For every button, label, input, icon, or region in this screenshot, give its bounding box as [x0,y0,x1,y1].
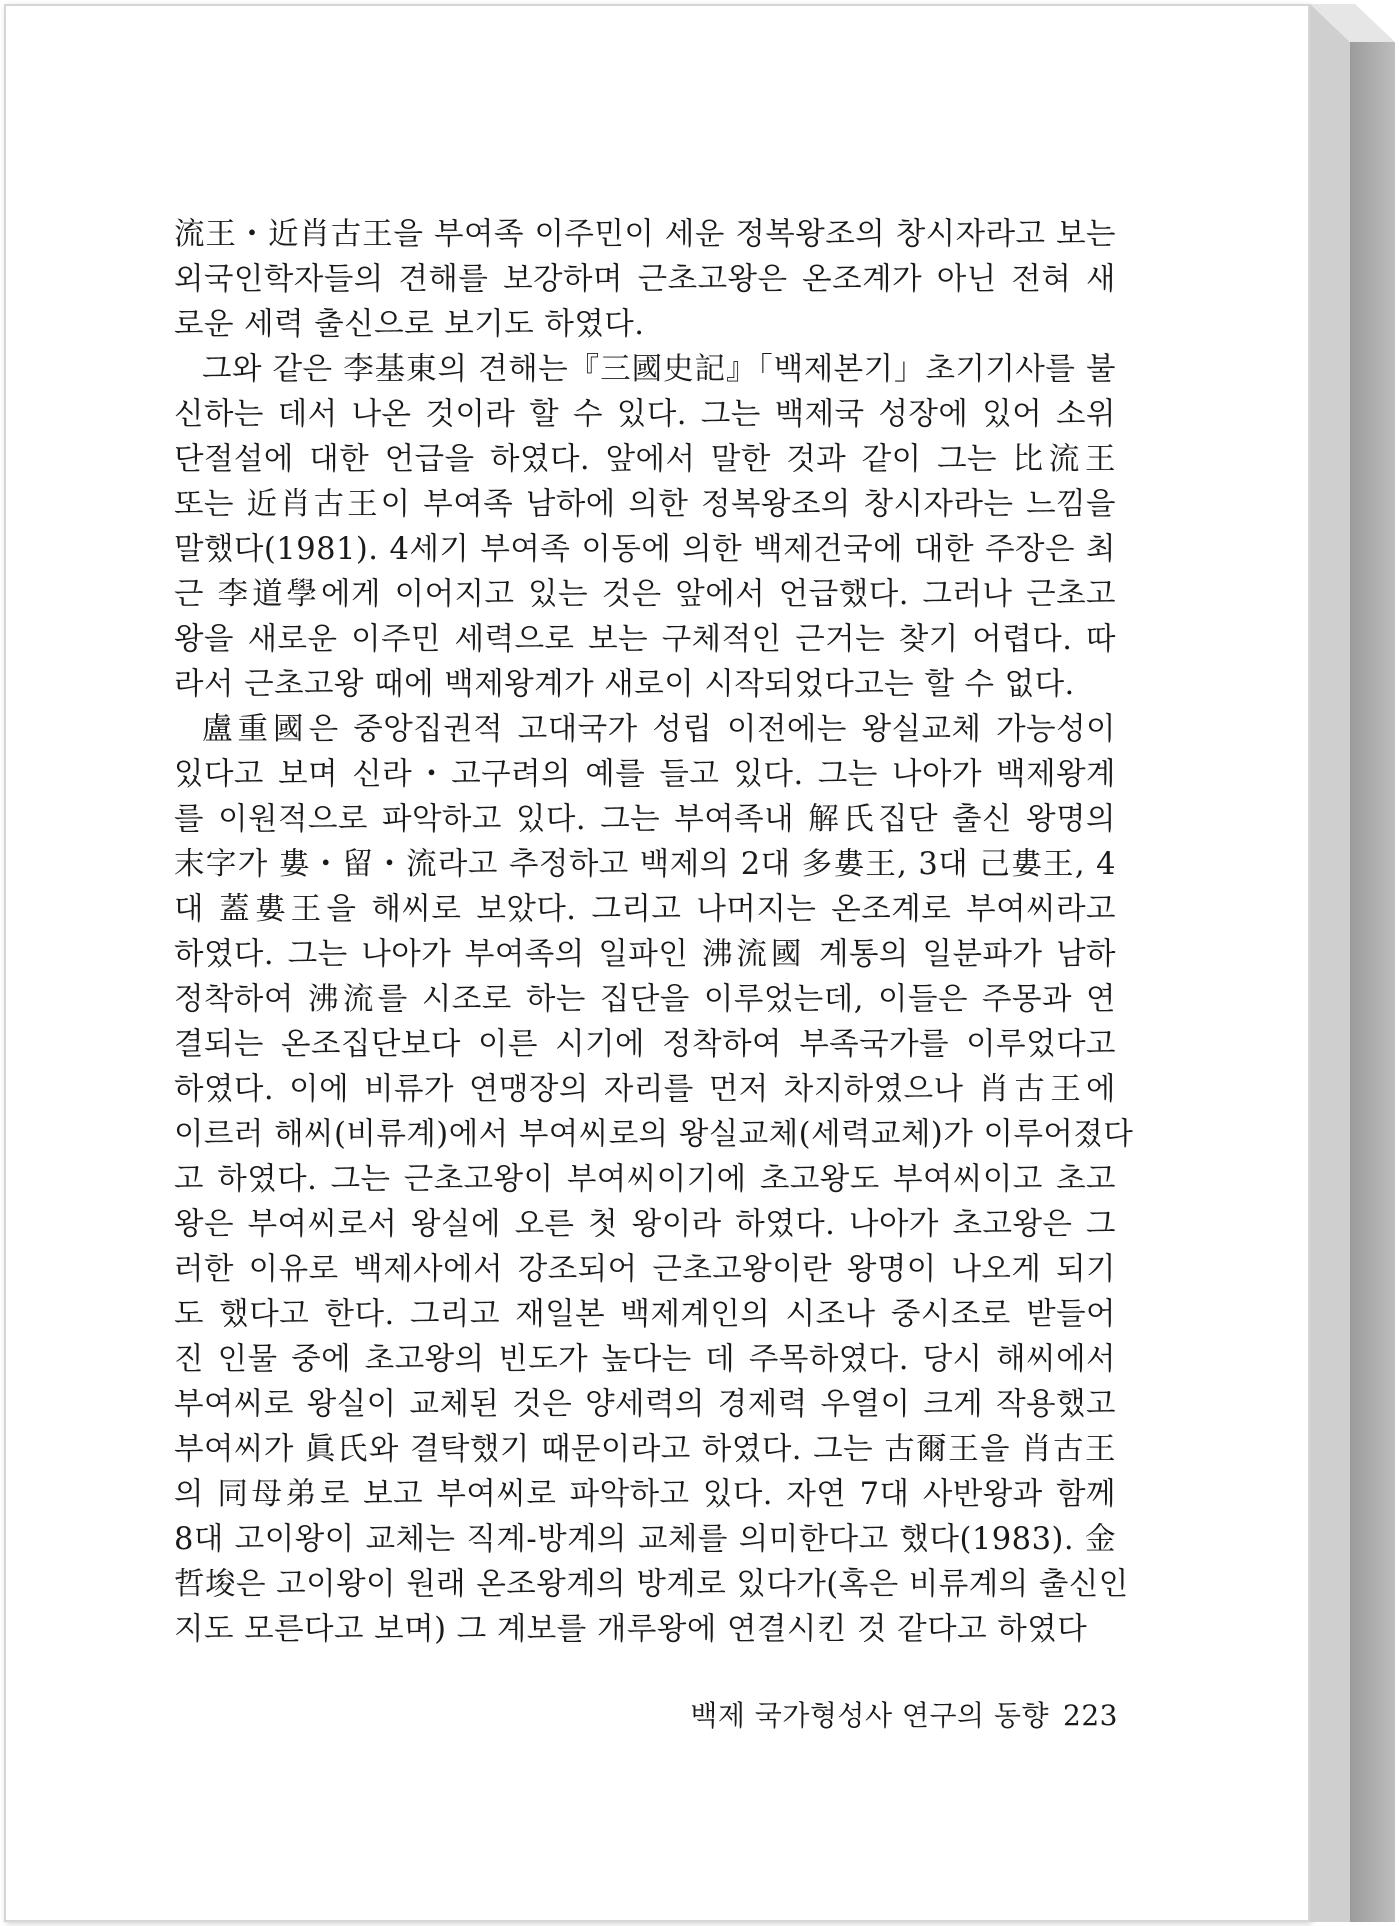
text-line: 그와 같은 李基東의 견해는『三國史記』「백제본기」초기기사를 불 [202,352,1116,387]
text-line: 단절설에 대한 언급을 하였다. 앞에서 말한 것과 같이 그는 比流王 [174,442,1116,477]
text-line: 로운 세력 출신으로 보기도 하였다. [174,307,645,342]
text-line: 라서 근초고왕 때에 백제왕계가 새로이 시작되었다고는 할 수 없다. [174,667,1075,702]
text-line: 정착하여 沸流를 시조로 하는 집단을 이루었는데, 이들은 주몽과 연 [174,982,1116,1017]
body-text [174,212,1134,1652]
page-edge-shadow [1310,4,1395,1922]
paragraph [174,212,1116,347]
text-line: 러한 이유로 백제사에서 강조되어 근초고왕이란 왕명이 나오게 되기 [174,1252,1116,1287]
text-line: 이르러 해씨(비류계)에서 부여씨로의 왕실교체(세력교체)가 이루어졌다 [174,1117,1134,1152]
text-line: 를 이원적으로 파악하고 있다. 그는 부여족내 解氏집단 출신 왕명의 [174,802,1116,837]
text-line: 있다고 보며 신라・고구려의 예를 들고 있다. 그는 나아가 백제왕계 [174,757,1116,792]
page-number: 223 [1063,1699,1118,1732]
paragraph [174,707,1134,1652]
text-line: 신하는 데서 나온 것이라 할 수 있다. 그는 백제국 성장에 있어 소위 [174,397,1116,432]
text-line: 8대 고이왕이 교체는 직계-방계의 교체를 의미한다고 했다(1983). 金 [174,1522,1116,1557]
text-line: 근 李道學에게 이어지고 있는 것은 앞에서 언급했다. 그러나 근초고 [174,577,1116,612]
text-line: 왕을 새로운 이주민 세력으로 보는 구체적인 근거는 찾기 어렵다. 따 [174,622,1116,657]
text-line: 도 했다고 한다. 그리고 재일본 백제계인의 시조나 중시조로 받들어 [174,1297,1116,1332]
text-line: 부여씨로 왕실이 교체된 것은 양세력의 경제력 우열이 크게 작용했고 [174,1387,1116,1422]
text-line: 고 하였다. 그는 근초고왕이 부여씨이기에 초고왕도 부여씨이고 초고 [174,1162,1116,1197]
text-line: 哲埈은 고이왕이 원래 온조왕계의 방계로 있다가(혹은 비류계의 출신인 [174,1567,1129,1602]
text-line: 盧重國은 중앙집권적 고대국가 성립 이전에는 왕실교체 가능성이 [202,712,1116,747]
text-line: 대 蓋婁王을 해씨로 보았다. 그리고 나머지는 온조계로 부여씨라고 [174,892,1116,927]
text-line: 流王・近肖古王을 부여족 이주민이 세운 정복왕조의 창시자라고 보는 [174,217,1116,252]
text-line: 지도 모른다고 보며) 그 계보를 개루왕에 연결시킨 것 같다고 하였다 [174,1612,1088,1647]
text-line: 末字가 婁・留・流라고 추정하고 백제의 2대 多婁王, 3대 己婁王, 4 [174,847,1116,882]
text-line: 의 同母弟로 보고 부여씨로 파악하고 있다. 자연 7대 사반왕과 함께 [174,1477,1116,1512]
text-line: 결되는 온조집단보다 이른 시기에 정착하여 부족국가를 이루었다고 [174,1027,1116,1062]
paragraph [174,347,1116,707]
running-title: 백제 국가형성사 연구의 동향 [690,1699,1050,1732]
text-line: 또는 近肖古王이 부여족 남하에 의한 정복왕조의 창시자라는 느낌을 [174,487,1116,522]
page-footer [656,1694,1118,1734]
text-line: 하였다. 그는 나아가 부여족의 일파인 沸流國 계통의 일분파가 남하 [174,937,1116,972]
text-line: 말했다(1981). 4세기 부여족 이동에 의한 백제건국에 대한 주장은 최 [174,532,1116,567]
text-line: 부여씨가 眞氏와 결탁했기 때문이라고 하였다. 그는 古爾王을 肖古王 [174,1432,1116,1467]
book-page [4,4,1310,1922]
text-line: 하였다. 이에 비류가 연맹장의 자리를 먼저 차지하였으나 肖古王에 [174,1072,1116,1107]
text-line: 진 인물 중에 초고왕의 빈도가 높다는 데 주목하였다. 당시 해씨에서 [174,1342,1116,1377]
text-line: 외국인학자들의 견해를 보강하며 근초고왕은 온조계가 아닌 전혀 새 [174,262,1116,297]
text-line: 왕은 부여씨로서 왕실에 오른 첫 왕이라 하였다. 나아가 초고왕은 그 [174,1207,1116,1242]
